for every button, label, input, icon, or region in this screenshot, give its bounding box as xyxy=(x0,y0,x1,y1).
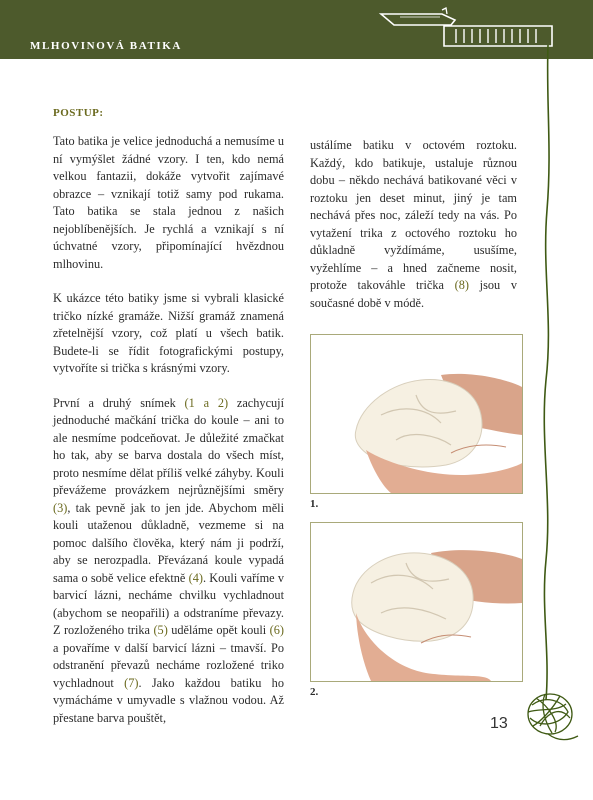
paragraph xyxy=(310,137,517,312)
photo-caption: 2. xyxy=(310,686,319,698)
left-text-column xyxy=(53,133,284,744)
right-text-column xyxy=(310,137,517,329)
page-number: 13 xyxy=(490,715,508,732)
paragraph-text: . Kouli vaříme v barvicí lázni, necháme chvilku vychladnout (abychom se neopařili) a odstraníme převazy. Z rozloženého trika xyxy=(53,570,284,637)
paragraph-text: zachycují jednoduché mačkání trička do koule – ani to ale nesmíme podceňovat. Je důležité zmačkat ho tak, aby se barva dostala do všech míst, proto nesmíme dělat příliš velké záhyby. Kouli převážeme provázkem nejrůznějšími směry xyxy=(53,395,285,497)
paragraph-text: K ukázce této batiky jsme si vybrali klasické tričko nízké gramáže. Nižší gramáž znamená zřetelnější vzory, což platí u všech batik. Budete-li se řídit fotografickými postupy, vytvoříte si trička s krásnými vzory. xyxy=(53,291,284,375)
paragraph-text: , tak pevně jak to jen jde. Abychom měli kouli utaženou důkladně, vezmeme si na pomoc dalšího člověka, který nám ji podrží, aby se nerozpadla. Převázaná koule vypadá sama o sobě velice efektně xyxy=(53,500,284,585)
hands-crumpling-shirt-image xyxy=(311,335,522,493)
photo-reference: (3) xyxy=(53,500,68,515)
paragraph-text: a povaříme v další barvicí lázni – tmavší. Po odstranění převazů necháme rozložené triko vychladnout xyxy=(53,640,284,690)
paragraph xyxy=(53,395,284,728)
yarn-ball-icon xyxy=(528,694,578,740)
photo-reference: (4) xyxy=(188,570,203,585)
photo-reference: (6) xyxy=(269,623,284,637)
photo-hands-crumpling-shirt-1 xyxy=(310,334,523,494)
photo-reference: (1 a 2) xyxy=(184,395,229,410)
paragraph-text: uděláme opět kouli xyxy=(167,623,270,637)
paragraph-text: ustálíme batiku v octovém roztoku. Každý, kdo batikuje, ustaluje různou dobu – někdo nechává batikované věci v roztoku jen deset minut, jiný je tam nechává přes noc, záleží tedy na vás. Po vytažení trika z octového roztoku ho důkladně vyždímáme, usušíme, vyžehlíme – a hned začneme nosit, protože takováhle trička xyxy=(310,138,517,292)
paragraph-text: . Jako každou batiku ho vymácháme v umyvadle s vlažnou vodou. Až přestane barva pouštět, xyxy=(53,675,284,725)
paragraph-text: První a druhý snímek xyxy=(53,395,185,410)
paragraph-text: jsou v současné době v módě. xyxy=(310,278,517,310)
photo-reference: (7) xyxy=(124,675,139,690)
hands-crumpling-shirt-image xyxy=(311,523,522,681)
paragraph xyxy=(53,290,284,378)
photo-caption: 1. xyxy=(310,498,319,510)
paragraph xyxy=(53,133,284,273)
running-title: MLHOVINOVÁ BATIKA xyxy=(30,40,182,52)
section-heading: POSTUP: xyxy=(53,107,104,119)
photo-hands-crumpling-shirt-2 xyxy=(310,522,523,682)
paragraph-text: Tato batika je velice jednoduchá a nemusíme u ní vymýšlet žádné vzory. I ten, kdo nemá velkou fantazii, dokáže vytvořit zajímavé obrazce – vznikají totiž samy pod rukama. Tato batika se stala jednou z našich nejoblíbenějších. Je rychlá a vznikají s ní úchvatné vzory, připomínající hvězdnou mlhovinu. xyxy=(53,134,284,271)
photo-reference: (8) xyxy=(454,278,470,292)
photo-reference: (5) xyxy=(153,623,168,637)
